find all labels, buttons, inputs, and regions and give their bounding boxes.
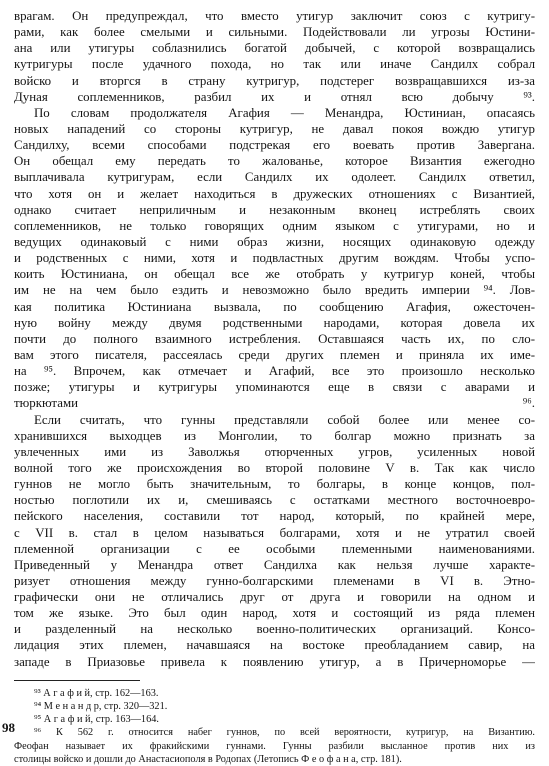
text-line: ностью поглотили их и, смешиваясь с остатками местного восточноевро-: [14, 493, 535, 508]
text-line: что хотя он и желает находиться в дружеских отношениях с Византией,: [14, 186, 535, 201]
text-line: племенной организации с ее особыми племенными наименованиями.: [14, 541, 535, 556]
text-line: почти до полного взаимного истребления. Оставшаяся часть их, по сло-: [14, 331, 535, 346]
text-line: западе в Приазовье привела к появлению утигур, а в Причерноморье —: [14, 654, 535, 669]
paragraph-2: [14, 105, 535, 412]
text-line: ную войну между двумя родственными народами, которая довела их: [14, 315, 535, 330]
text-line: им не на чем было ездить и невозможно было вредить империи ⁹⁴. Лов-: [14, 283, 535, 298]
text-line: По словам продолжателя Агафия — Менандра, Юстиниан, опасаясь: [34, 105, 535, 120]
paragraph-3: [14, 412, 535, 670]
text-line: на ⁹⁵. Впрочем, как отмечает и Агафий, все это произошло несколько: [14, 364, 535, 379]
text-line: увлеченных ими из Заволжья отюрченных угров, усиленных новой: [14, 444, 535, 459]
text-line: гуннов не могло быть значительным, то болгары, в конце концов, пол-: [14, 477, 535, 492]
text-line: новых нападений со стороны кутригур, не давал покоя вождю утигур: [14, 121, 535, 136]
text-line: выплачивала кутригурам, если Сандилх их одолеет. Сандилх ответил,: [14, 170, 535, 185]
text-line: коить Юстиниана, он обещал все же отобрать у кутригур коней, чтобы: [14, 267, 535, 282]
text-line: врагам. Он предупреждал, что вместо утигур заключит союз с кутригу-: [14, 9, 535, 23]
text-line: однако считает неприличным и незаконным вконец истреблять своих: [14, 202, 535, 217]
footnote-divider: [14, 680, 140, 681]
text-line: и родственных с ними, хотя и подвластных другим вождям. Чтобы успо-: [14, 251, 535, 266]
text-line: ведущих одинаковый с ними образ жизни, носящих одинаковую одежду: [14, 234, 535, 249]
page: [14, 8, 535, 766]
text-line: вам этого писателя, рассеялась среди других племен и приняла их име-: [14, 347, 535, 362]
paragraph-1: [14, 8, 535, 105]
page-number: 98: [2, 720, 15, 735]
text-line: лидация этих племен, начавшаяся на востоке преобладанием савир, на: [14, 638, 535, 653]
text-line: Если считать, что гунны представляли собой более или менее со-: [34, 412, 535, 427]
footnote: ⁹⁵ А г а ф и й, стр. 163—164.: [34, 714, 159, 726]
text-line: ана или утигуры соблазнились богатой добычей, с которой возвращались: [14, 41, 535, 56]
text-line: Приведенный у Менандра ответ Сандилха как нельзя лучше характе-: [14, 557, 535, 572]
text-line: войско и вторгся в страну кутригур, подстерег возвращавшихся из-за: [14, 73, 535, 88]
text-line: графически они не отличались друг от друга и говорили на одном и: [14, 590, 535, 605]
text-line: позже; утигуры и кутригуры упоминаются еще в связи с аварами и: [14, 380, 535, 395]
text-line: тюркютами ⁹⁶.: [14, 396, 535, 411]
text-line: кутригуры после удачного похода, но так или иначе Сандилх собрал: [14, 57, 535, 72]
footnote: ⁹⁶ К 562 г. относится набег гуннов, по всей вероятности, кутригур, на Византию.: [34, 727, 535, 739]
text-line: рами, как более смелыми и сильными. Подействовали ли угрозы Юстини-: [14, 25, 535, 40]
footnote: ⁹³ А г а ф и й, стр. 162—163.: [34, 687, 159, 699]
text-line: соплеменников, не только говорящих одним языком с утигурами, но и: [14, 218, 535, 233]
footnotes: [14, 687, 535, 766]
footnote-continuation: Феофан называет их фракийскими гуннами. Гунны разбили высланное против них из: [14, 740, 535, 752]
footnote: ⁹⁴ М е н а н д р, стр. 320—321.: [34, 700, 168, 712]
text-line: хранившихся выходцев из Монголии, то болгар можно признать за: [14, 428, 535, 443]
text-line: и разделенный на несколько военно-политических организаций. Консо-: [14, 622, 535, 637]
text-line: пейского населения, составили тот народ, который, по крайней мере,: [14, 509, 535, 524]
text-line: ризует отношения между гунно-болгарскими племенами в VI в. Этно-: [14, 573, 535, 588]
footnote-continuation: столицы войско и дошли до Анастасиополя в Родопах (Летопись Ф е о ф а н а, стр. 181).: [14, 753, 402, 765]
text-line: Сандилху, всеми способами подстрекая его воевать против Завергана.: [14, 138, 535, 153]
text-line: Он обещал ему передать то жалованье, которое Византия ежегодно: [14, 154, 535, 169]
text-line: кая политика Юстиниана вызвала, по сообщению Агафия, ожесточен-: [14, 299, 535, 314]
text-line: с VII в. стал в целом называться болгарами, хотя и не утратил своей: [14, 525, 535, 540]
text-line: Дуная соплеменников, разбил их и отнял всю добычу ⁹³.: [14, 89, 535, 104]
text-line: волной того же происхождения во второй половине V в. Так как число: [14, 460, 535, 475]
text-line: том же языке. Это был один народ, хотя и состоящий из ряда племен: [14, 606, 535, 621]
